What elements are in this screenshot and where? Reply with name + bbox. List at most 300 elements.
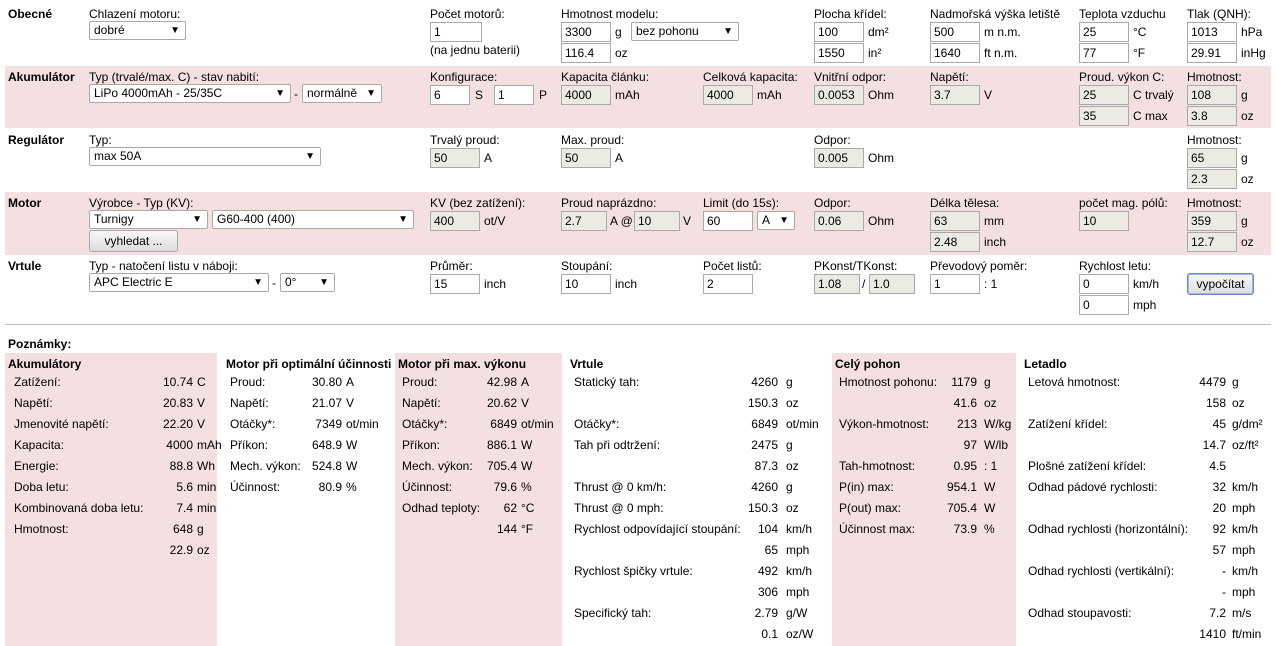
result-value: 150.3 bbox=[747, 396, 778, 410]
chevron-down-icon: ▼ bbox=[366, 88, 376, 99]
section-obecne: Obecné bbox=[8, 7, 53, 21]
result-unit: ot/min bbox=[786, 417, 819, 431]
limit-unit-value: A bbox=[762, 213, 771, 227]
result-label: Statický tah: bbox=[574, 375, 640, 389]
unit-inhg: inHg bbox=[1241, 46, 1266, 60]
result-label: Energie: bbox=[14, 459, 59, 473]
result-value: 92 bbox=[1212, 522, 1226, 536]
unit-oz: oz bbox=[615, 46, 628, 60]
unit-ft: ft n.m. bbox=[984, 46, 1018, 60]
delka-mm-field: 63 bbox=[930, 211, 980, 231]
divider bbox=[5, 324, 1271, 325]
result-value: 41.6 bbox=[953, 396, 977, 410]
chlazeni-select[interactable] bbox=[89, 21, 186, 40]
unit-hpa: hPa bbox=[1241, 25, 1263, 39]
result-unit: g bbox=[197, 522, 204, 536]
result-value: 22.20 bbox=[162, 417, 193, 431]
reg-typ-label: Typ: bbox=[89, 133, 112, 147]
result-unit: C bbox=[197, 375, 206, 389]
chevron-down-icon: ▼ bbox=[723, 26, 733, 37]
unit-g: g bbox=[1241, 88, 1248, 102]
unit-ohm: Ohm bbox=[868, 88, 895, 102]
unit-f: °F bbox=[1133, 46, 1146, 60]
prevod-input[interactable]: 1 bbox=[930, 274, 980, 294]
result-value: 6849 bbox=[751, 417, 778, 431]
proud-max-field: 35 bbox=[1079, 106, 1129, 126]
result-unit: m/s bbox=[1232, 606, 1252, 620]
result-unit: g/dm² bbox=[1232, 417, 1263, 431]
result-value: 87.3 bbox=[754, 459, 778, 473]
result-value: 10.74 bbox=[162, 375, 193, 389]
result-unit: % bbox=[346, 480, 357, 494]
result-label: Odhad stoupavosti: bbox=[1028, 606, 1132, 620]
result-unit: oz/W bbox=[786, 627, 814, 641]
unit-ohm: Ohm bbox=[868, 151, 895, 165]
motor-typ-select[interactable] bbox=[212, 210, 414, 229]
result-value: 20 bbox=[1212, 501, 1226, 515]
result-label: P(in) max: bbox=[839, 480, 894, 494]
tlak-label: Tlak (QNH): bbox=[1187, 7, 1251, 21]
vrtule-uhel-value: 0° bbox=[285, 275, 297, 289]
results-letadlo-title: Letadlo bbox=[1024, 357, 1067, 371]
unit-p: P bbox=[539, 88, 548, 102]
result-label: Rychlost špičky vrtule: bbox=[574, 564, 693, 578]
reg-odpor-label: Odpor: bbox=[814, 133, 851, 147]
hmotnost-oz-input[interactable]: 116.4 bbox=[561, 43, 611, 63]
reg-hmotnost-oz-field: 2.3 bbox=[1187, 169, 1237, 189]
result-label: Kapacita: bbox=[14, 438, 65, 452]
result-label: Otáčky*: bbox=[402, 417, 448, 431]
poly-field: 10 bbox=[1079, 211, 1129, 231]
result-label: Otáčky*: bbox=[230, 417, 276, 431]
result-unit: W bbox=[521, 438, 533, 452]
max-proud-label: Max. proud: bbox=[561, 133, 625, 147]
motor-odpor-field: 0.06 bbox=[814, 211, 864, 231]
unit-oz: oz bbox=[1241, 235, 1254, 249]
kv-field: 400 bbox=[430, 211, 480, 231]
results-optimal-title: Motor při optimální účinnosti bbox=[226, 357, 392, 371]
result-unit: Wh bbox=[197, 459, 215, 473]
tlak-hpa-input[interactable]: 1013 bbox=[1187, 22, 1237, 42]
result-value: 2.79 bbox=[754, 606, 778, 620]
reg-hmotnost-g-field: 65 bbox=[1187, 148, 1237, 168]
unit-mah: mAh bbox=[757, 88, 782, 102]
result-label: Tah při odtržení: bbox=[574, 438, 661, 452]
vypocitat-button[interactable]: vypočítat bbox=[1187, 273, 1254, 295]
result-value: 213 bbox=[956, 417, 977, 431]
celkova-kapacita-field: 4000 bbox=[703, 85, 753, 105]
konf-p-input[interactable]: 1 bbox=[494, 85, 534, 105]
result-unit: mph bbox=[786, 585, 810, 599]
result-unit: km/h bbox=[1232, 522, 1259, 536]
max-proud-field: 50 bbox=[561, 148, 611, 168]
aku-hmotnost-oz-field: 3.8 bbox=[1187, 106, 1237, 126]
result-label: Napětí: bbox=[14, 396, 53, 410]
result-unit: mph bbox=[1232, 501, 1256, 515]
limit-input[interactable]: 60 bbox=[703, 211, 753, 231]
result-unit: A bbox=[346, 375, 355, 389]
unit-mph: mph bbox=[1133, 298, 1157, 312]
result-value: 144 bbox=[496, 522, 517, 536]
pocet-listu-input[interactable]: 2 bbox=[703, 274, 753, 294]
result-value: 73.9 bbox=[953, 522, 977, 536]
unit-v: V bbox=[683, 214, 692, 228]
stoupani-input[interactable]: 10 bbox=[561, 274, 611, 294]
chevron-down-icon: ▼ bbox=[170, 25, 180, 36]
result-unit: min bbox=[197, 501, 217, 515]
pohon-select[interactable] bbox=[631, 22, 739, 41]
motor-hmotnost-oz-field: 12.7 bbox=[1187, 232, 1237, 252]
result-value: 2475 bbox=[751, 438, 778, 452]
result-value: 1179 bbox=[951, 375, 977, 389]
result-value: 705.4 bbox=[946, 501, 977, 515]
vrtule-typ-label: Typ - natočení listu v náboji: bbox=[89, 259, 238, 273]
aku-typ-label: Typ (trvalé/max. C) - stav nabití: bbox=[89, 70, 260, 84]
unit-m: m n.m. bbox=[984, 25, 1021, 39]
result-value: 492 bbox=[757, 564, 778, 578]
reg-typ-value: max 50A bbox=[94, 149, 142, 163]
reg-typ-select[interactable] bbox=[89, 147, 321, 166]
vyska-label: Nadmořská výška letiště bbox=[930, 7, 1061, 21]
plocha-dm-input[interactable]: 100 bbox=[814, 22, 864, 42]
result-label: Plošné zatížení křídel: bbox=[1028, 459, 1147, 473]
result-unit: g/W bbox=[786, 606, 808, 620]
result-value: 4260 bbox=[751, 480, 778, 494]
chevron-down-icon: ▼ bbox=[275, 88, 285, 99]
hmotnost-label: Hmotnost modelu: bbox=[561, 7, 659, 21]
chevron-down-icon: ▼ bbox=[398, 214, 408, 225]
result-label: Odhad rychlosti (vertikální): bbox=[1028, 564, 1175, 578]
result-unit: g bbox=[786, 438, 793, 452]
teplota-c-input[interactable]: 25 bbox=[1079, 22, 1129, 42]
result-value: 22.9 bbox=[169, 543, 193, 557]
vyrobce-value: Turnigy bbox=[94, 212, 134, 226]
unit-c: °C bbox=[1133, 25, 1147, 39]
result-value: 30.80 bbox=[311, 375, 342, 389]
result-unit: °F bbox=[521, 522, 534, 536]
result-unit: oz bbox=[786, 501, 799, 515]
result-value: 4.5 bbox=[1209, 459, 1226, 473]
unit-c-trvaly: C trvalý bbox=[1133, 88, 1174, 102]
rychlost-mph-input[interactable]: 0 bbox=[1079, 295, 1129, 315]
result-value: 954.1 bbox=[946, 480, 977, 494]
result-label: Proud: bbox=[402, 375, 438, 389]
unit-v: V bbox=[984, 88, 993, 102]
vyrobce-label: Výrobce - Typ (KV): bbox=[89, 196, 194, 210]
result-value: 65 bbox=[764, 543, 778, 557]
vnitrni-odpor-field: 0.0053 bbox=[814, 85, 864, 105]
pkonst-label: PKonst/TKonst: bbox=[814, 259, 898, 273]
prumer-input[interactable]: 15 bbox=[430, 274, 480, 294]
result-value: 7.4 bbox=[176, 501, 193, 515]
result-label: Otáčky*: bbox=[574, 417, 620, 431]
result-unit: oz bbox=[984, 396, 997, 410]
result-value: 648.9 bbox=[311, 438, 342, 452]
result-unit: mph bbox=[1232, 585, 1256, 599]
unit-inch: inch bbox=[984, 235, 1007, 249]
unit-c-max: C max bbox=[1133, 109, 1168, 123]
result-label: Odhad teploty: bbox=[402, 501, 481, 515]
results-akumulatory-title: Akumulátory bbox=[8, 357, 82, 371]
result-unit: mAh bbox=[197, 438, 222, 452]
result-label: Výkon-hmotnost: bbox=[839, 417, 930, 431]
unit-oz: oz bbox=[1241, 109, 1254, 123]
prumer-label: Průměr: bbox=[430, 259, 473, 273]
result-unit: % bbox=[521, 480, 532, 494]
aku-stav-select[interactable] bbox=[302, 84, 382, 103]
result-value: 5.6 bbox=[176, 480, 193, 494]
result-unit: : 1 bbox=[984, 459, 998, 473]
result-label: Proud: bbox=[230, 375, 266, 389]
result-value: - bbox=[1222, 585, 1226, 599]
result-value: 20.83 bbox=[162, 396, 193, 410]
result-label: Účinnost max: bbox=[839, 522, 916, 536]
result-label: Napětí: bbox=[402, 396, 441, 410]
unit-in: in² bbox=[868, 46, 882, 60]
result-unit: % bbox=[984, 522, 995, 536]
result-label: Zatížení křídel: bbox=[1028, 417, 1108, 431]
result-label: Specifický tah: bbox=[574, 606, 652, 620]
result-label: Mech. výkon: bbox=[402, 459, 473, 473]
plocha-label: Plocha křídel: bbox=[814, 7, 887, 21]
result-label: Účinnost: bbox=[402, 480, 453, 494]
result-unit: km/h bbox=[1232, 564, 1259, 578]
celkova-kapacita-label: Celková kapacita: bbox=[703, 70, 798, 84]
napeti-label: Napětí: bbox=[930, 70, 969, 84]
unit-inch: inch bbox=[615, 277, 638, 291]
section-regulator: Regulátor bbox=[8, 133, 65, 147]
unit-dm: dm² bbox=[868, 25, 889, 39]
result-unit: ot/min bbox=[521, 417, 554, 431]
rychlost-kmh-input[interactable]: 0 bbox=[1079, 274, 1129, 294]
pocet-note: (na jednu baterii) bbox=[430, 43, 521, 57]
plocha-in-input[interactable]: 1550 bbox=[814, 43, 864, 63]
unit-g: g bbox=[1241, 151, 1248, 165]
limit-unit-select[interactable] bbox=[757, 211, 795, 230]
vrtule-uhel-select[interactable] bbox=[280, 273, 335, 292]
result-unit: ot/min bbox=[346, 417, 379, 431]
unit-g: g bbox=[615, 25, 622, 39]
result-label: Doba letu: bbox=[14, 480, 69, 494]
result-value: 158 bbox=[1205, 396, 1226, 410]
poly-label: počet mag. pólů: bbox=[1079, 196, 1168, 210]
result-unit: W/kg bbox=[984, 417, 1012, 431]
unit-mm: mm bbox=[984, 214, 1004, 228]
pocet-motoru-input[interactable]: 1 bbox=[430, 22, 482, 42]
unit-inch: inch bbox=[484, 277, 507, 291]
aku-hmotnost-label: Hmotnost: bbox=[1187, 70, 1242, 84]
unit-prevod: : 1 bbox=[984, 277, 998, 291]
result-unit: g bbox=[1232, 375, 1239, 389]
result-unit: min bbox=[197, 480, 217, 494]
unit-mah: mAh bbox=[615, 88, 640, 102]
result-label: Jmenovité napětí: bbox=[14, 417, 109, 431]
aku-hmotnost-g-field: 108 bbox=[1187, 85, 1237, 105]
result-value: 150.3 bbox=[747, 501, 778, 515]
konf-s-input[interactable]: 6 bbox=[430, 85, 470, 105]
result-value: 1410 bbox=[1199, 627, 1226, 641]
vyrobce-select[interactable] bbox=[89, 210, 208, 229]
result-value: 0.95 bbox=[953, 459, 977, 473]
result-value: 32 bbox=[1212, 480, 1226, 494]
result-value: 4000 bbox=[166, 438, 193, 452]
result-unit: g bbox=[786, 480, 793, 494]
result-unit: W bbox=[984, 501, 996, 515]
result-value: 4479 bbox=[1199, 375, 1226, 389]
result-unit: V bbox=[521, 396, 530, 410]
hmotnost-g-input[interactable]: 3300 bbox=[561, 22, 611, 42]
result-value: 88.8 bbox=[169, 459, 193, 473]
results-vrtule-title: Vrtule bbox=[570, 357, 604, 371]
reg-hmotnost-label: Hmotnost: bbox=[1187, 133, 1242, 147]
kv-label: KV (bez zatížení): bbox=[430, 196, 526, 210]
aku-typ-select[interactable] bbox=[89, 84, 291, 103]
result-unit: oz bbox=[786, 459, 799, 473]
pohon-value: bez pohonu bbox=[636, 24, 699, 38]
vyska-ft-input[interactable]: 1640 bbox=[930, 43, 980, 63]
result-unit: km/h bbox=[1232, 480, 1259, 494]
naprazdno-a-field: 2.7 bbox=[561, 211, 607, 231]
unit-s: S bbox=[475, 88, 484, 102]
result-value: 7349 bbox=[315, 417, 342, 431]
section-motor: Motor bbox=[8, 196, 42, 210]
result-value: 20.62 bbox=[486, 396, 517, 410]
result-value: 306 bbox=[757, 585, 778, 599]
trvaly-proud-field: 50 bbox=[430, 148, 480, 168]
result-unit: V bbox=[197, 396, 206, 410]
result-unit: mph bbox=[786, 543, 810, 557]
result-value: 97 bbox=[963, 438, 977, 452]
vyhledat-button[interactable]: vyhledat ... bbox=[89, 230, 178, 252]
result-value: 21.07 bbox=[311, 396, 342, 410]
chlazeni-value: dobré bbox=[94, 23, 125, 37]
teplota-f-input[interactable]: 77 bbox=[1079, 43, 1129, 63]
result-value: 7.2 bbox=[1209, 606, 1226, 620]
unit-kmh: km/h bbox=[1133, 277, 1160, 291]
chevron-down-icon: ▼ bbox=[319, 277, 329, 288]
naprazdno-v-field: 10 bbox=[634, 211, 680, 231]
result-unit: km/h bbox=[786, 564, 813, 578]
proud-vykon-label: Proud. výkon C: bbox=[1079, 70, 1165, 84]
tlak-inhg-input[interactable]: 29.91 bbox=[1187, 43, 1237, 63]
result-unit: ft/min bbox=[1232, 627, 1262, 641]
result-value: 62 bbox=[503, 501, 517, 515]
result-value: 0.1 bbox=[761, 627, 778, 641]
result-value: 42.98 bbox=[486, 375, 517, 389]
result-unit: km/h bbox=[786, 522, 813, 536]
section-akumulator: Akumulátor bbox=[8, 70, 75, 84]
result-unit: W bbox=[521, 459, 533, 473]
prevod-label: Převodový poměr: bbox=[930, 259, 1028, 273]
result-unit: W/lb bbox=[984, 438, 1008, 452]
result-unit: V bbox=[197, 417, 206, 431]
stoupani-label: Stoupání: bbox=[561, 259, 613, 273]
result-label: Hmotnost pohonu: bbox=[839, 375, 938, 389]
napeti-field: 3.7 bbox=[930, 85, 980, 105]
motor-hmotnost-g-field: 359 bbox=[1187, 211, 1237, 231]
result-value: 886.1 bbox=[486, 438, 517, 452]
kapacita-label: Kapacita článku: bbox=[561, 70, 650, 84]
vrtule-typ-select[interactable] bbox=[89, 273, 269, 292]
result-value: - bbox=[1222, 564, 1226, 578]
result-value: 45 bbox=[1212, 417, 1226, 431]
slash: / bbox=[862, 277, 866, 291]
result-unit: oz/ft² bbox=[1232, 438, 1259, 452]
vyska-m-input[interactable]: 500 bbox=[930, 22, 980, 42]
naprazdno-label: Proud naprázdno: bbox=[561, 196, 657, 210]
motor-hmotnost-label: Hmotnost: bbox=[1187, 196, 1242, 210]
result-value: 79.6 bbox=[493, 480, 517, 494]
chevron-down-icon: ▼ bbox=[253, 277, 263, 288]
unit-ohm: Ohm bbox=[868, 214, 895, 228]
chevron-down-icon: ▼ bbox=[192, 214, 202, 225]
result-value: 705.4 bbox=[486, 459, 517, 473]
result-unit: W bbox=[346, 438, 358, 452]
unit-oz: oz bbox=[1241, 172, 1254, 186]
rychlost-label: Rychlost letu: bbox=[1079, 259, 1152, 273]
pocet-listu-label: Počet listů: bbox=[703, 259, 762, 273]
unit-a: A bbox=[615, 151, 624, 165]
result-label: Hmotnost: bbox=[14, 522, 69, 536]
result-unit: g bbox=[984, 375, 991, 389]
result-label: Thrust @ 0 mph: bbox=[574, 501, 664, 515]
delka-inch-field: 2.48 bbox=[930, 232, 980, 252]
result-value: 6849 bbox=[490, 417, 517, 431]
proud-trvaly-field: 25 bbox=[1079, 85, 1129, 105]
result-unit: V bbox=[346, 396, 355, 410]
result-unit: °C bbox=[521, 501, 535, 515]
motor-odpor-label: Odpor: bbox=[814, 196, 851, 210]
result-label: P(out) max: bbox=[839, 501, 902, 515]
result-unit: oz bbox=[197, 543, 210, 557]
result-label: Příkon: bbox=[402, 438, 441, 452]
result-unit: mph bbox=[1232, 543, 1256, 557]
result-unit: W bbox=[984, 480, 996, 494]
result-value: 104 bbox=[757, 522, 778, 536]
aku-typ-value: LiPo 4000mAh - 25/35C bbox=[94, 86, 223, 100]
unit-a-at: A @ bbox=[610, 214, 633, 228]
results-pohon-title: Celý pohon bbox=[835, 357, 901, 371]
result-label: Napětí: bbox=[230, 396, 269, 410]
result-label: Odhad pádové rychlosti: bbox=[1028, 480, 1158, 494]
tkonst-field: 1.0 bbox=[869, 274, 915, 294]
result-label: Rychlost odpovídající stoupání: bbox=[574, 522, 741, 536]
motor-typ-value: G60-400 (400) bbox=[217, 212, 296, 226]
chevron-down-icon: ▼ bbox=[305, 151, 315, 162]
section-vrtule: Vrtule bbox=[8, 259, 42, 273]
result-unit: A bbox=[521, 375, 530, 389]
result-value: 4260 bbox=[751, 375, 778, 389]
pocet-label: Počet motorů: bbox=[430, 7, 505, 21]
result-label: Zatížení: bbox=[14, 375, 61, 389]
result-label: Kombinovaná doba letu: bbox=[14, 501, 144, 515]
kapacita-clanku-field: 4000 bbox=[561, 85, 611, 105]
result-label: Příkon: bbox=[230, 438, 269, 452]
result-unit: oz bbox=[786, 396, 799, 410]
unit-a: A bbox=[484, 151, 493, 165]
result-label: Odhad rychlosti (horizontální): bbox=[1028, 522, 1189, 536]
result-value: 648 bbox=[172, 522, 193, 536]
limit-label: Limit (do 15s): bbox=[703, 196, 780, 210]
result-unit: g bbox=[786, 375, 793, 389]
pkonst-field: 1.08 bbox=[814, 274, 860, 294]
vrtule-typ-value: APC Electric E bbox=[94, 275, 173, 289]
result-label: Účinnost: bbox=[230, 480, 281, 494]
aku-stav-value: normálně bbox=[307, 86, 358, 100]
konf-label: Konfigurace: bbox=[430, 70, 498, 84]
trvaly-proud-label: Trvalý proud: bbox=[430, 133, 500, 147]
result-value: 524.8 bbox=[311, 459, 342, 473]
